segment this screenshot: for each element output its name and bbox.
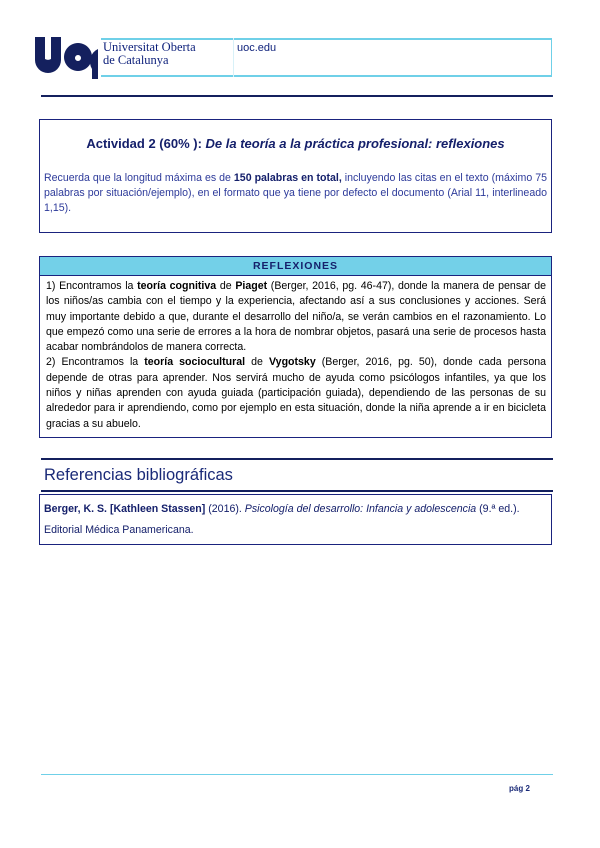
activity-title [39,136,552,151]
p2-text-e: (Berger, 2016, pg. 50), donde cada persona depende de otras para aprender. Nos servirá mucho de ayuda como psicólogos infantiles, ya que los niños y niñas aprenden con ayuda guiada (participación guiada), dependiendo de las personas de su alrededor para ir aprendiendo, como por ejemplo en esta situación, donde la niña aprende a ir en bicicleta gracias a su abuelo. [46,356,546,430]
p2-author: Vygotsky [269,356,316,369]
p1-theory: teoría cognitiva [137,280,217,292]
p2-theory: teoría sociocultural [144,356,246,369]
bibliography-title: Referencias bibliográficas [44,466,233,484]
bibliography-rule-bottom [41,490,553,492]
p1-text-c: de [216,280,236,292]
university-name-line1: Universitat Oberta [103,40,196,54]
reflexiones-body[interactable] [46,279,546,432]
reflexion-paragraph-1 [46,279,546,355]
header-divider [233,38,234,77]
reflexiones-heading: REFLEXIONES [40,257,551,276]
p1-author: Piaget [235,280,268,292]
p2-text-a: 2) Encontramos la [46,356,145,369]
header-right-edge [551,38,552,77]
bib-publisher: Editorial Médica Panamericana. [44,524,194,536]
university-name-line2: de Catalunya [103,53,169,67]
p2-text-c: de [245,356,269,369]
bibliography-rule-top [41,458,553,460]
instructions-part2: incluyendo las citas en el texto (máximo 75 palabras por situación/ejemplo), en el formato que ya tiene por defecto el documento (Arial 11, interlineado 1,15). [44,172,548,215]
bib-year: (2016). [205,503,245,515]
p1-text-e: (Berger, 2016, pg. 46-47), donde la manera de pensar de los niños/as cambia con el tiempo y la experiencia, afectando así a sus conclusiones y acciones. Será muy importante debido a que, durante el desarrollo del niño/a, se verán cambios en el razonamiento. Lo que empezó como una serie de errores a la hora de nombrar objetos, pasará una serie de procesos hasta acabar nombrándolos de manera correcta. [46,280,546,354]
p1-text-a: 1) Encontramos la [46,280,138,292]
activity-title-italic: De la teoría a la práctica profesional: reflexiones [205,136,505,151]
activity-instructions [44,171,547,217]
header-bottom-line [101,75,552,77]
bibliography-entry[interactable] [44,499,549,541]
bib-edition: (9.ª ed.). [476,503,520,515]
instructions-part1: Recuerda que la longitud máxima es de [44,172,234,184]
footer-line [41,774,553,775]
reflexion-paragraph-2 [46,355,546,431]
bib-author: Berger, K. S. [Kathleen Stassen] [44,503,206,515]
header-url[interactable]: uoc.edu [237,42,277,54]
page-number: pág 2 [509,784,530,793]
bib-book-title: Psicología del desarrollo: Infancia y adolescencia [244,503,477,515]
header-rule [41,95,553,97]
uoc-logo-icon [34,35,98,79]
activity-title-prefix: Actividad 2 (60% ): [86,136,206,151]
university-name [103,41,196,67]
instructions-bold: 150 palabras en total, [233,172,342,184]
